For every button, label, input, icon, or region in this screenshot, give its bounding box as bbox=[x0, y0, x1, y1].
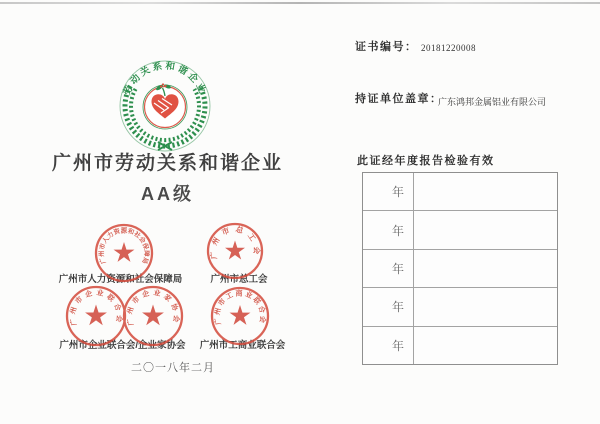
certificate-grade: AA级 bbox=[141, 184, 194, 204]
sprout-berry bbox=[164, 85, 166, 87]
table-row bbox=[363, 173, 557, 210]
seal-text-enterprise-confed: 广州市企业联合会 bbox=[69, 289, 123, 327]
sprout-berry bbox=[162, 83, 164, 85]
sprout-berry bbox=[160, 85, 162, 87]
blank-cell bbox=[414, 173, 557, 210]
star-icon bbox=[230, 305, 251, 325]
seal-label-human-resources: 广州市人力资源和社会保障局 bbox=[58, 274, 183, 285]
cert-number-label: 证书编号： bbox=[355, 41, 418, 53]
seal-label-trade-union: 广州市总工会 bbox=[210, 274, 268, 285]
star-icon bbox=[142, 305, 164, 326]
star-icon bbox=[225, 241, 245, 260]
scan-edge-line bbox=[0, 2, 600, 4]
seal-text-hr-bureau: 广州市人力资源和社会保障局 bbox=[98, 227, 150, 265]
blank-cell bbox=[414, 211, 557, 248]
year-cell: 年 bbox=[363, 211, 414, 248]
seal-label-enterprise-assoc: 广州市企业联合会/企业家协会 bbox=[59, 340, 186, 351]
annual-check-title: 此证经年度报告检验有效 bbox=[357, 155, 495, 167]
star-icon bbox=[114, 242, 135, 262]
year-cell: 年 bbox=[363, 173, 414, 210]
certificate-title: 广州市劳动关系和谐企业 bbox=[51, 153, 283, 174]
logo-arc-text: 劳动关系和谐企业 bbox=[121, 60, 209, 98]
blank-cell bbox=[414, 288, 557, 325]
seal-text-commerce-fed: 广州市工商业联合会 bbox=[214, 290, 266, 326]
year-cell: 年 bbox=[363, 288, 414, 325]
harmony-enterprise-logo bbox=[117, 56, 213, 152]
seal-text-trade-union: 广州市总工会 bbox=[208, 224, 262, 260]
table-row bbox=[363, 210, 557, 248]
year-cell: 年 bbox=[363, 327, 414, 364]
holder-seal-label: 持证单位盖章： bbox=[355, 93, 443, 105]
holder-company-name: 广东鸿邦金属铝业有限公司 bbox=[438, 97, 547, 107]
table-row bbox=[363, 326, 557, 364]
year-cell: 年 bbox=[363, 250, 414, 287]
blank-cell bbox=[414, 250, 557, 287]
seal-stars bbox=[85, 241, 250, 326]
official-seals bbox=[20, 213, 320, 353]
table-row bbox=[363, 287, 557, 325]
table-row bbox=[363, 249, 557, 287]
issue-date: 二〇一八年二月 bbox=[131, 362, 215, 374]
seal-label-commerce-fed: 广州市工商业联合会 bbox=[199, 340, 286, 351]
annual-check-table bbox=[362, 172, 558, 365]
star-icon bbox=[85, 305, 107, 326]
seal-text-entrepreneur-assoc: 广州市企业家协会 bbox=[126, 289, 180, 327]
blank-cell bbox=[414, 327, 557, 364]
seal-rings bbox=[67, 224, 268, 345]
cert-number-value: 20181220008 bbox=[421, 43, 476, 53]
